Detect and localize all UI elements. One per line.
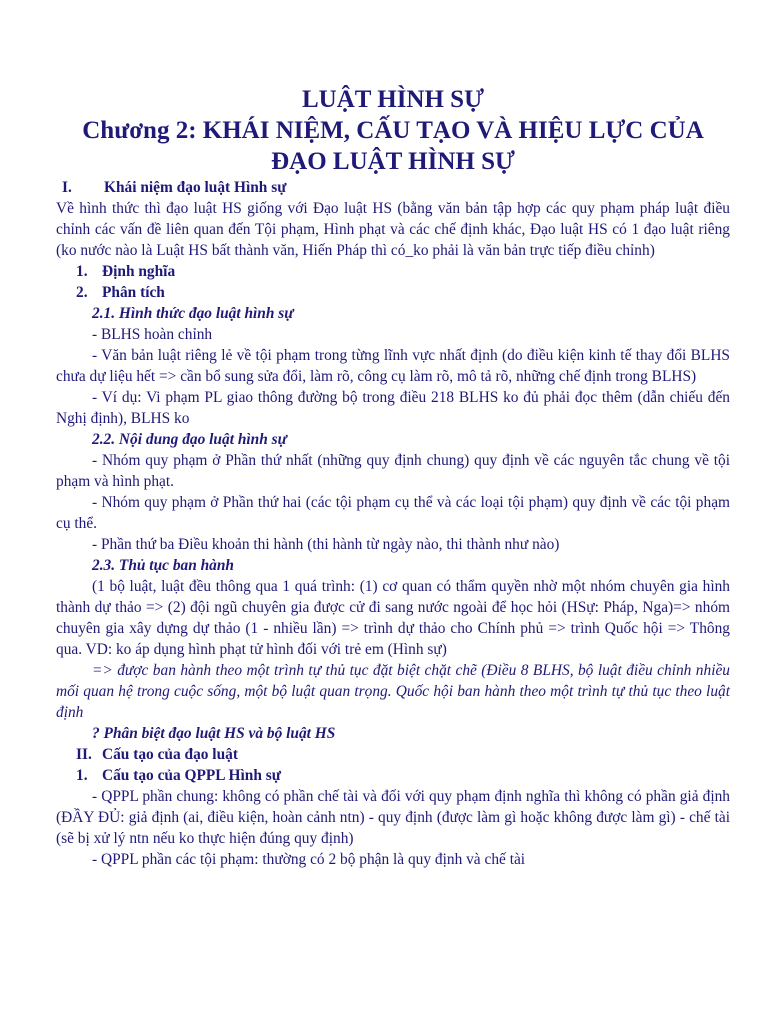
chapter-title-continued: ĐẠO LUẬT HÌNH SỰ (271, 148, 515, 175)
paragraph-2-1-b: - Văn bản luật riêng lẻ về tội phạm trong từng lĩnh vực nhất định (do điều kiện kinh tế thay đổi BLHS chưa dự liệu hết => cần bổ sung sửa đổi, làm rõ, công cụ làm rõ, mô tả rõ, những chế định trong BLHS) (56, 347, 730, 385)
paragraph-3-a: - QPPL phần chung: không có phần chế tài và đối với quy phạm định nghĩa thì không có phần giả định (ĐẦY ĐỦ: giả định (ai, điều kiện, hoàn cảnh ntn) - quy định (được làm gì hoặc không được làm gì) - chế tài (sẽ bị xử lý ntn nếu ko thực hiện đúng quy định) (56, 788, 730, 847)
item-label: Cấu tạo của QPPL Hình sự (102, 767, 281, 784)
section-heading-2 (56, 744, 730, 765)
item-number: 1. (76, 767, 88, 784)
section-label: Cấu tạo của đạo luật (102, 746, 238, 763)
section-number: II. (76, 746, 92, 763)
item-label: Phân tích (102, 284, 165, 301)
item-label: Định nghĩa (102, 263, 176, 280)
paragraph-intro: Về hình thức thì đạo luật HS giống với Đạo luật HS (bằng văn bản tập hợp các quy phạm pháp luật điều chỉnh các vấn đề liên quan đến Tội phạm, Hình phạt và các chế định khác, Đạo luật HS có 1 đạo luật riêng (ko nước nào là Luật HS bất thành văn, Hiến Pháp thì có_ko phải là văn bản trực tiếp điều chỉnh) (56, 200, 730, 259)
subheading-2-3: 2.3. Thủ tục ban hành (92, 557, 234, 574)
paragraph-2-2-b: - Nhóm quy phạm ở Phần thứ hai (các tội phạm cụ thể và các loại tội phạm) quy định về các tội phạm cụ thể. (56, 494, 730, 532)
item-number: 1. (76, 263, 88, 280)
section-label: Khái niệm đạo luật Hình sự (104, 179, 287, 196)
section-number: I. (62, 179, 72, 196)
subheading-2-2: 2.2. Nội dung đạo luật hình sự (92, 431, 287, 448)
section-heading-1 (56, 177, 730, 198)
item-structure (56, 765, 730, 786)
item-number: 2. (76, 284, 88, 301)
chapter-title: Chương 2: KHÁI NIỆM, CẤU TẠO VÀ HIỆU LỰC CỦA (82, 117, 704, 144)
paragraph-2-3-a: (1 bộ luật, luật đều thông qua 1 quá trình: (1) cơ quan có thẩm quyền nhờ một nhóm chuyên gia hình thành dự thảo => (2) đội ngũ chuyên gia được cử đi sang nước ngoài để học hỏi (HSự: Pháp, Nga)=> nhóm chuyên gia xây dựng dự thảo (1 - nhiều lần) => trình dự thảo cho Chính phủ => trình Quốc hội => Thông qua. VD: ko áp dụng hình phạt tử hình đối với trẻ em (Hình sự) (56, 578, 730, 658)
question-line: ? Phân biệt đạo luật HS và bộ luật HS (92, 725, 336, 742)
subheading-2-1: 2.1. Hình thức đạo luật hình sự (92, 305, 294, 322)
paragraph-2-2-c: - Phần thứ ba Điều khoản thi hành (thi hành từ ngày nào, thi thành như nào) (92, 536, 560, 553)
document-title: LUẬT HÌNH SỰ (302, 86, 484, 113)
item-definition (56, 261, 730, 282)
item-analysis (56, 282, 730, 303)
paragraph-2-2-a: - Nhóm quy phạm ở Phần thứ nhất (những quy định chung) quy định về các nguyên tắc chung về tội phạm và hình phạt. (56, 452, 730, 490)
paragraph-2-1-c: - Ví dụ: Vi phạm PL giao thông đường bộ trong điều 218 BLHS ko đủ phải đọc thêm (dẫn chiếu đến Nghị định), BLHS ko (56, 389, 730, 427)
paragraph-3-b: - QPPL phần các tội phạm: thường có 2 bộ phận là quy định và chế tài (92, 851, 526, 868)
paragraph-2-3-b: => được ban hành theo một trình tự thủ tục đặt biệt chặt chẽ (Điều 8 BLHS, bộ luật điều chỉnh nhiều mối quan hệ trong cuộc sống, một bộ luật quan trọng. Quốc hội ban hành theo một trình tự thủ tục theo luật định (56, 662, 730, 721)
document-page (56, 84, 730, 870)
paragraph-2-1-a: - BLHS hoàn chỉnh (92, 326, 213, 343)
